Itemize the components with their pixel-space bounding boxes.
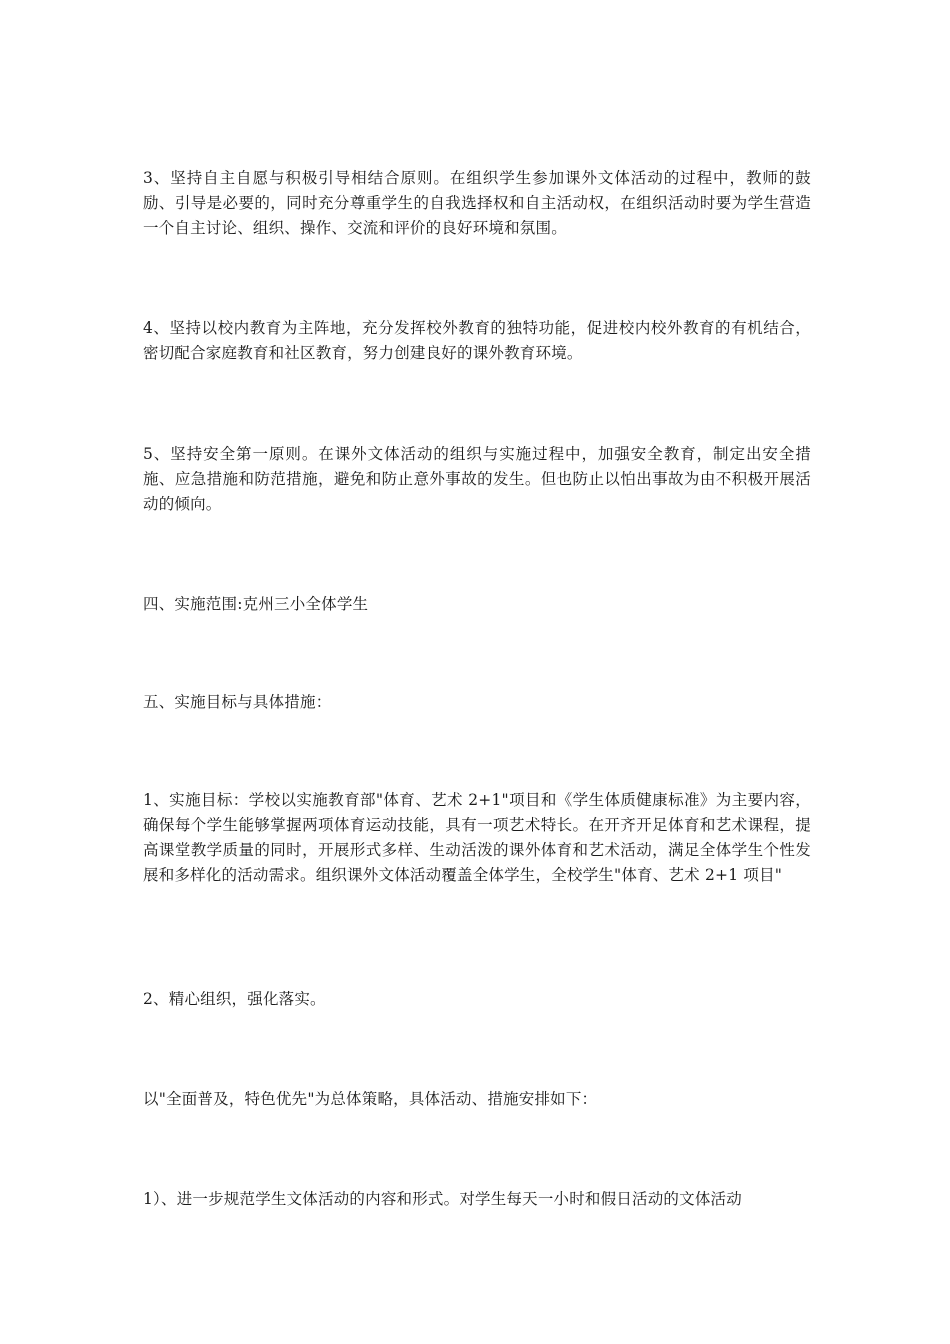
paragraph-principle-5: 5、坚持安全第一原则。在课外文体活动的组织与实施过程中，加强安全教育，制定出安全措施、应急措施和防范措施，避免和防止意外事故的发生。但也防止以怕出事故为由不积极开展活动的倾向。 — [143, 445, 811, 513]
paragraph-measure-1-1: 1）、进一步规范学生文体活动的内容和形式。对学生每天一小时和假日活动的文体活动 — [143, 1190, 742, 1208]
section-heading-scope: 四、实施范围:克州三小全体学生 — [143, 595, 369, 613]
section-heading-goals-measures: 五、实施目标与具体措施： — [143, 693, 332, 711]
paragraph-measure-2: 2、精心组织，强化落实。 — [143, 990, 326, 1008]
paragraph-strategy: 以"全面普及，特色优先"为总体策略，具体活动、措施安排如下： — [143, 1090, 598, 1108]
paragraph-goal-1: 1、实施目标：学校以实施教育部"体育、艺术 2+1"项目和《学生体质健康标准》为主要内容，确保每个学生能够掌握两项体育运动技能，具有一项艺术特长。在开齐开足体育和艺术课程，提高课堂教学质量的同时，开展形式多样、生动活泼的课外体育和艺术活动，满足全体学生个性发展和多样化的活动需求。组织课外文体活动覆盖全体学生，全校学生"体育、艺术 2+1 项目" — [143, 791, 811, 884]
paragraph-principle-4: 4、坚持以校内教育为主阵地，充分发挥校外教育的独特功能，促进校内校外教育的有机结合，密切配合家庭教育和社区教育，努力创建良好的课外教育环境。 — [143, 319, 811, 362]
paragraph-principle-3: 3、坚持自主自愿与积极引导相结合原则。在组织学生参加课外文体活动的过程中，教师的鼓励、引导是必要的，同时充分尊重学生的自我选择权和自主活动权，在组织活动时要为学生营造一个自主讨论、组织、操作、交流和评价的良好环境和氛围。 — [143, 169, 811, 237]
